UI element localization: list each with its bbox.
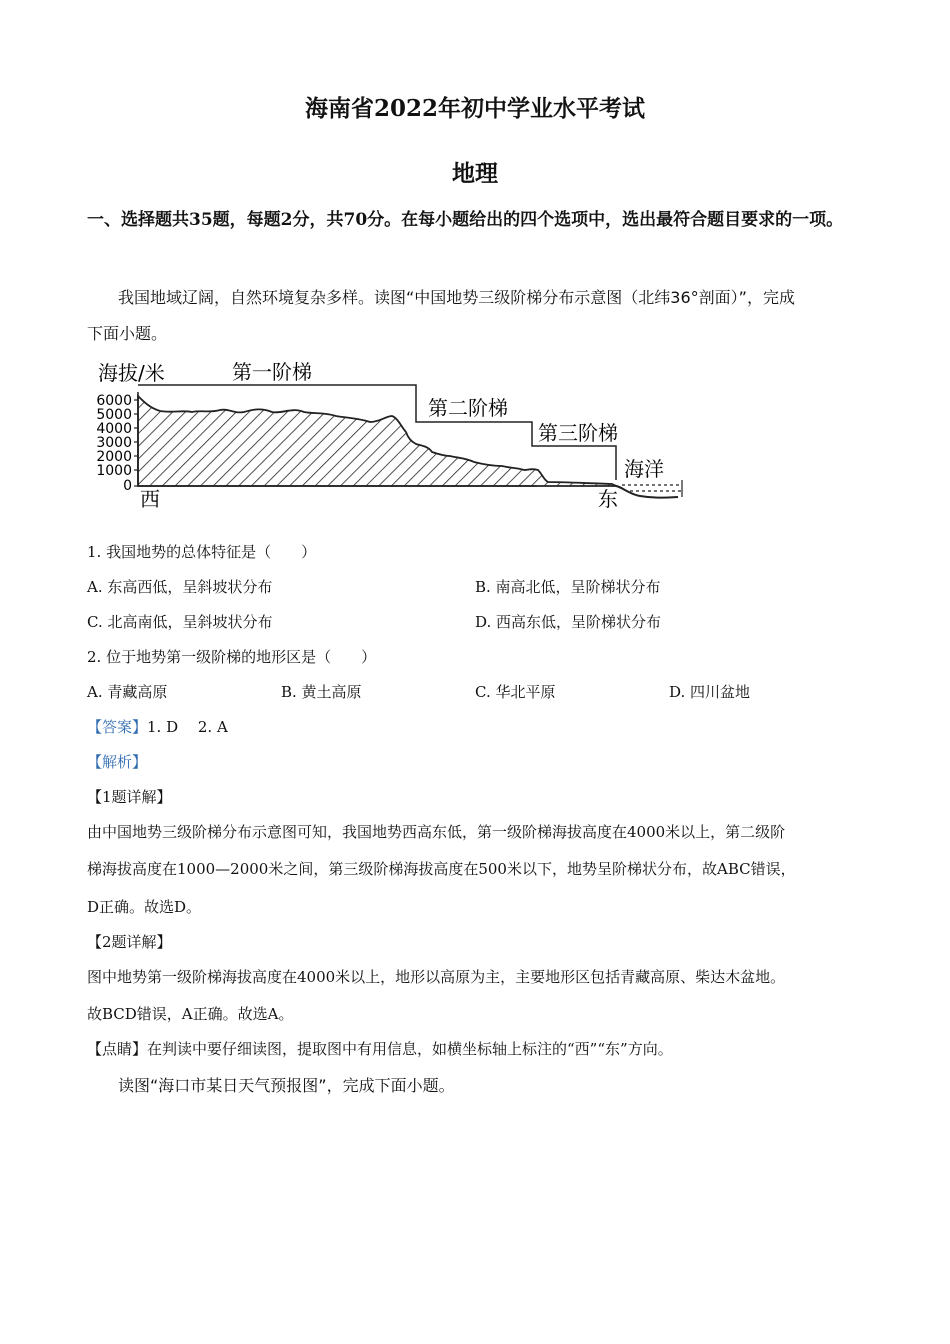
detail2-line1: 图中地势第一级阶梯海拔高度在4000米以上，地形以高原为主，主要地形区包括青藏高原、柴达木盆地。 bbox=[87, 968, 786, 986]
q1-stem: 1. 我国地势的总体特征是（ ） bbox=[87, 543, 317, 561]
y-tick-0: 0 bbox=[123, 478, 132, 494]
intro2-paragraph: 读图“海口市某日天气预报图”，完成下面小题。 bbox=[118, 1076, 455, 1095]
q1-option-b: B. 南高北低，呈阶梯状分布 bbox=[475, 578, 661, 596]
detail1-line1: 由中国地势三级阶梯分布示意图可知，我国地势西高东低，第一级阶梯海拔高度在4000米以上，第二级阶 bbox=[87, 823, 786, 841]
q2-option-b: B. 黄土高原 bbox=[281, 683, 362, 701]
detail2-label: 【2题详解】 bbox=[87, 933, 172, 951]
q2-option-d: D. 四川盆地 bbox=[669, 683, 751, 701]
q2-option-a: A. 青藏高原 bbox=[87, 683, 168, 701]
y-tick-1000: 1000 bbox=[96, 463, 132, 479]
detail1-label: 【1题详解】 bbox=[87, 788, 172, 806]
step3-label: 第三阶梯 bbox=[538, 421, 618, 445]
y-tick-6000: 6000 bbox=[96, 393, 132, 409]
y-tick-4000: 4000 bbox=[96, 421, 132, 437]
y-tick-5000: 5000 bbox=[96, 407, 132, 423]
tip-text: 在判读中要仔细读图，提取图中有用信息，如横坐标轴上标注的“西”“东”方向。 bbox=[147, 1040, 673, 1058]
intro-paragraph-line2: 下面小题。 bbox=[87, 324, 168, 343]
answer-line bbox=[87, 716, 228, 737]
detail1-line2: 梯海拔高度在1000—2000米之间，第三级阶梯海拔高度在500米以下，地势呈阶梯状分布，故ABC错误， bbox=[87, 860, 796, 878]
section-heading: 一、选择题共35题，每题2分，共70分。在每小题给出的四个选项中，选出最符合题目要求的一项。 bbox=[87, 210, 844, 230]
step2-label: 第二阶梯 bbox=[428, 396, 508, 420]
answer-label: 【答案】 bbox=[87, 718, 148, 736]
q2-stem: 2. 位于地势第一级阶梯的地形区是（ ） bbox=[87, 648, 377, 666]
q2-option-c: C. 华北平原 bbox=[475, 683, 556, 701]
exam-title: 海南省2022年初中学业水平考试 bbox=[304, 95, 645, 122]
subject-title: 地理 bbox=[452, 160, 498, 187]
terrain-profile-figure bbox=[92, 352, 692, 522]
detail1-line3: D正确。故选D。 bbox=[87, 898, 202, 916]
tip-label: 【点睛】 bbox=[87, 1040, 148, 1058]
step1-label: 第一阶梯 bbox=[232, 360, 312, 384]
west-label: 西 bbox=[140, 487, 160, 511]
analysis-label: 【解析】 bbox=[87, 753, 148, 771]
answer-text: 1. D 2. A bbox=[147, 718, 228, 736]
q1-option-d: D. 西高东低，呈阶梯状分布 bbox=[475, 613, 662, 631]
intro-paragraph-line1: 我国地域辽阔，自然环境复杂多样。读图“中国地势三级阶梯分布示意图（北纬36°剖面）”，完成 bbox=[118, 288, 795, 307]
east-label: 东 bbox=[598, 487, 618, 511]
tip-line bbox=[87, 1038, 673, 1059]
y-axis-label: 海拔/米 bbox=[98, 361, 165, 385]
q1-option-c: C. 北高南低，呈斜坡状分布 bbox=[87, 613, 273, 631]
detail2-line2: 故BCD错误，A正确。故选A。 bbox=[87, 1005, 294, 1023]
y-tick-2000: 2000 bbox=[96, 449, 132, 465]
y-tick-3000: 3000 bbox=[96, 435, 132, 451]
ocean-label: 海洋 bbox=[624, 457, 664, 481]
q1-option-a: A. 东高西低，呈斜坡状分布 bbox=[87, 578, 273, 596]
